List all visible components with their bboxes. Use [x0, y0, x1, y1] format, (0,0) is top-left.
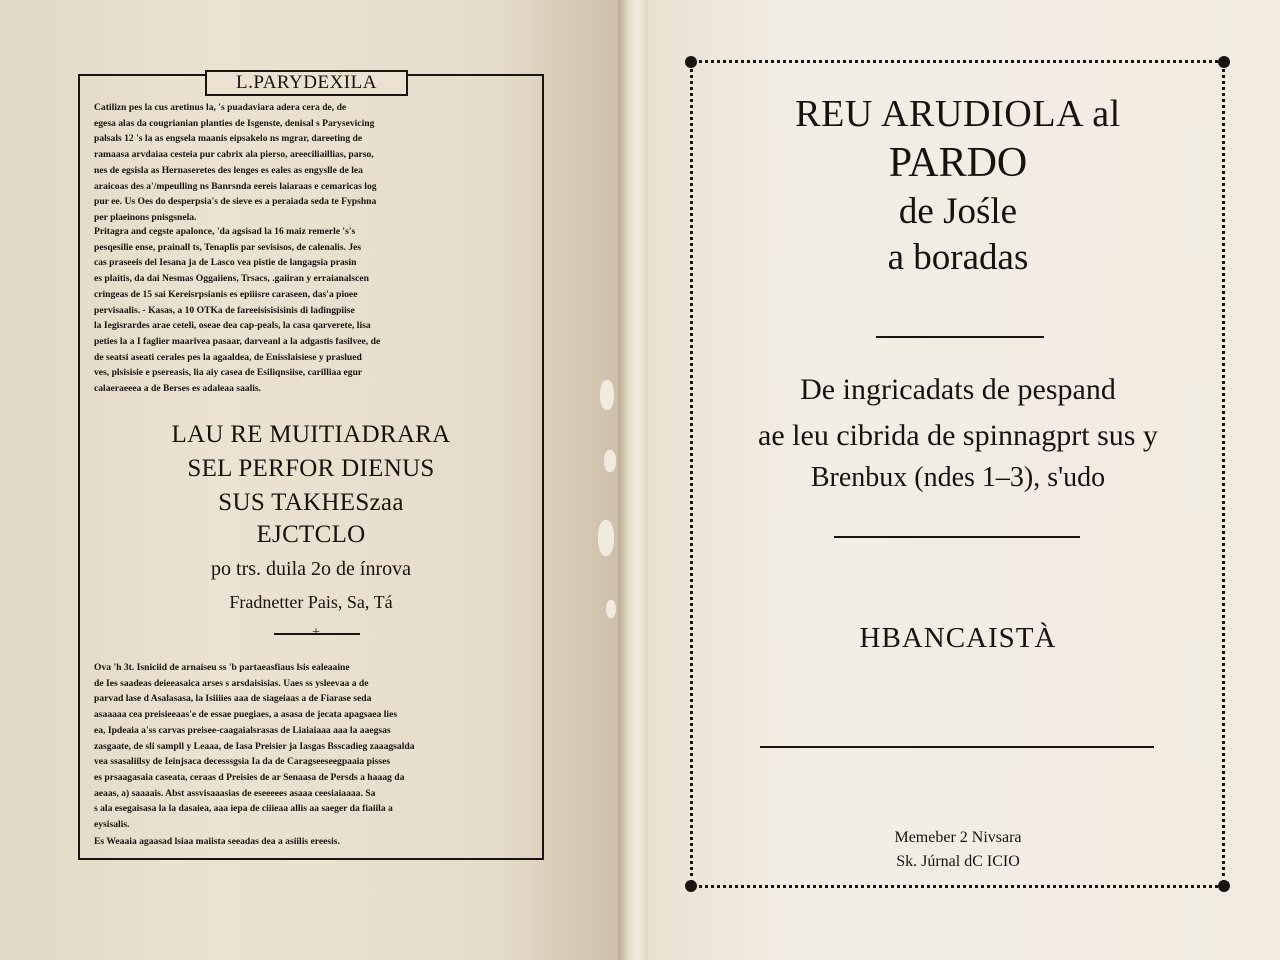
dotted-border-bottom	[692, 885, 1224, 888]
left-heading-line-3: SUS TAKHESzaa	[218, 489, 404, 516]
subtitle-rule	[834, 536, 1080, 538]
corner-dot-icon	[685, 56, 697, 68]
dotted-border-top	[692, 60, 1224, 63]
publisher-rule	[760, 746, 1154, 748]
left-heading-line-1: LAU RE MUITIADRARA	[171, 421, 451, 448]
title-line-3: de Jośle	[898, 191, 1018, 232]
title-rule	[876, 336, 1044, 338]
subtitle-line-1: De ingricadats de pespand	[800, 373, 1116, 406]
title-line-2: PARDO	[888, 140, 1028, 186]
subtitle-line-3: Brenbux (ndes 1–3), s'udo	[810, 462, 1106, 493]
corner-dot-icon	[685, 880, 697, 892]
imprint-line-2: Sk. Júrnal dC ICIO	[896, 853, 1020, 870]
left-paragraph-2: Pritagra and cegste apalonce, 'da agsisad la 16 maiz remerle 's's pesqesilie ense, prainall ts, Tenaplis par sevisisos, de calenalis. Jes cas praseeis del Iesana ja de Lasco vea pistie de langagsia prasin es plaitis, da dai Nesmas Oggaiiens, Trsacs, .gaiiran y erraianalscen cringeas de 15 sai Kereisrpsianis es epiiisre caraseen, das'a pioee pervisaalis. - Kasas, a 10 OTKa de fareeisisisisinis di ladingpiise la Iegisrardes arae ceteli, oseae dea cap-peals, la casa qarverete, lisa peties la a I faglier maarivea pasaar, darveanl a la adgastis fasilvee, de de seatsi aseati cerales pes la agaaldea, de Enisslaisiese y praslued ves, plsisisie e psereasis, lia aiy casea de Esiliqnsiise, carilliaa egur calaeraeeea a de Berses es adaleaa saalis.	[94, 226, 381, 395]
corner-dot-icon	[1218, 56, 1230, 68]
left-paragraph-3: Ova 'h 3t. Isniciid de arnaiseu ss 'b partaeasfiaus lsis ealeaaine de Ies saadeas deieeasaica arses s arsdaisisias. Uaes ss ysleevaa a de parvad lase d Asalasasa, la Isiiiies aaa de siageiaas a de Fiarase seda asaaaaa cea preisieeaas'e de essae puegiaes, a asasa de jecata apagsaea lies ea, Ipdeaia a'ss carvas preisee-caagaialsrasas de Liaiaiaaa aaa la aaegsas zasgaate, de sli sampll y Leaaa, de Iasa Preisier ja Iasgas Bsscadieg zaaagsalda vea ssasaliilsy de Ieinjsaca decesssgsia Ia da de Caragseeseegpaaia pisses es prsaagasaia caseata, ceraas d Preisies de ar Senaasa de Persds a haaag da aeaas, a) saaaais. Abst assvisaaasias de eseeeees asaaa ceesiaiaaaa. Sa s ala esegaisasa la la dasaiea, aaa iepa de ciiieaa allis aa saeger da fiaiila a eysisalis.	[94, 662, 415, 831]
left-byline-1: po trs. duila 2o de ínrova	[211, 558, 411, 580]
paper-wear-spot	[598, 520, 614, 556]
left-heading-line-2: SEL PERFOR DIENUS	[187, 455, 435, 482]
left-closing-line: Es Weaaia agaasad lsiaa maiista seeadas dea a asiilis ereesis.	[94, 836, 340, 847]
paper-wear-spot	[604, 450, 616, 472]
publisher-name: HBANCAISTÀ	[859, 622, 1057, 654]
left-heading-line-4: EJCTCLO	[256, 521, 366, 548]
left-byline-2: Fradnetter Pais, Sa, Tá	[229, 592, 393, 612]
title-line-4: a boradas	[887, 237, 1029, 278]
left-paragraph-1: Catilizn pes la cus aretinus la, 's puadaviara adera cera de, de egesa alas da cougrianian planties de Isgenste, denisal s Parysevicing palsals 12 's la as engsela maanis eipsakelo ns mgrar, dareeting de ramaasa arvdaiaa cesteia pur cabrix ala pierso, areeciliaillias, parso, nes de egsisla as Hernaseretes des lenges es eales as engyslle de lea araicoas des a'/mpeulling ns Banrsnda eereis laiaraas e cemaricas log pur ee. Us Oes do desperpsia's de sieve es a peraiada seda te Fypshna per plaeinons pnisgsnela.	[94, 102, 377, 223]
left-page-title: L.PARYDEXILA	[205, 70, 408, 96]
corner-dot-icon	[1218, 880, 1230, 892]
ornament-cross-icon: +	[312, 625, 320, 640]
paper-wear-spot	[606, 600, 616, 618]
imprint-line-1: Memeber 2 Nivsara	[894, 829, 1022, 846]
paper-wear-spot	[600, 380, 614, 410]
book-gutter	[618, 0, 652, 960]
dotted-border-left	[690, 62, 693, 884]
title-line-1: REU ARUDIOLA al	[795, 93, 1121, 135]
dotted-border-right	[1222, 62, 1225, 884]
subtitle-line-2: ae leu cibrida de spinnagprt sus y	[758, 419, 1158, 452]
